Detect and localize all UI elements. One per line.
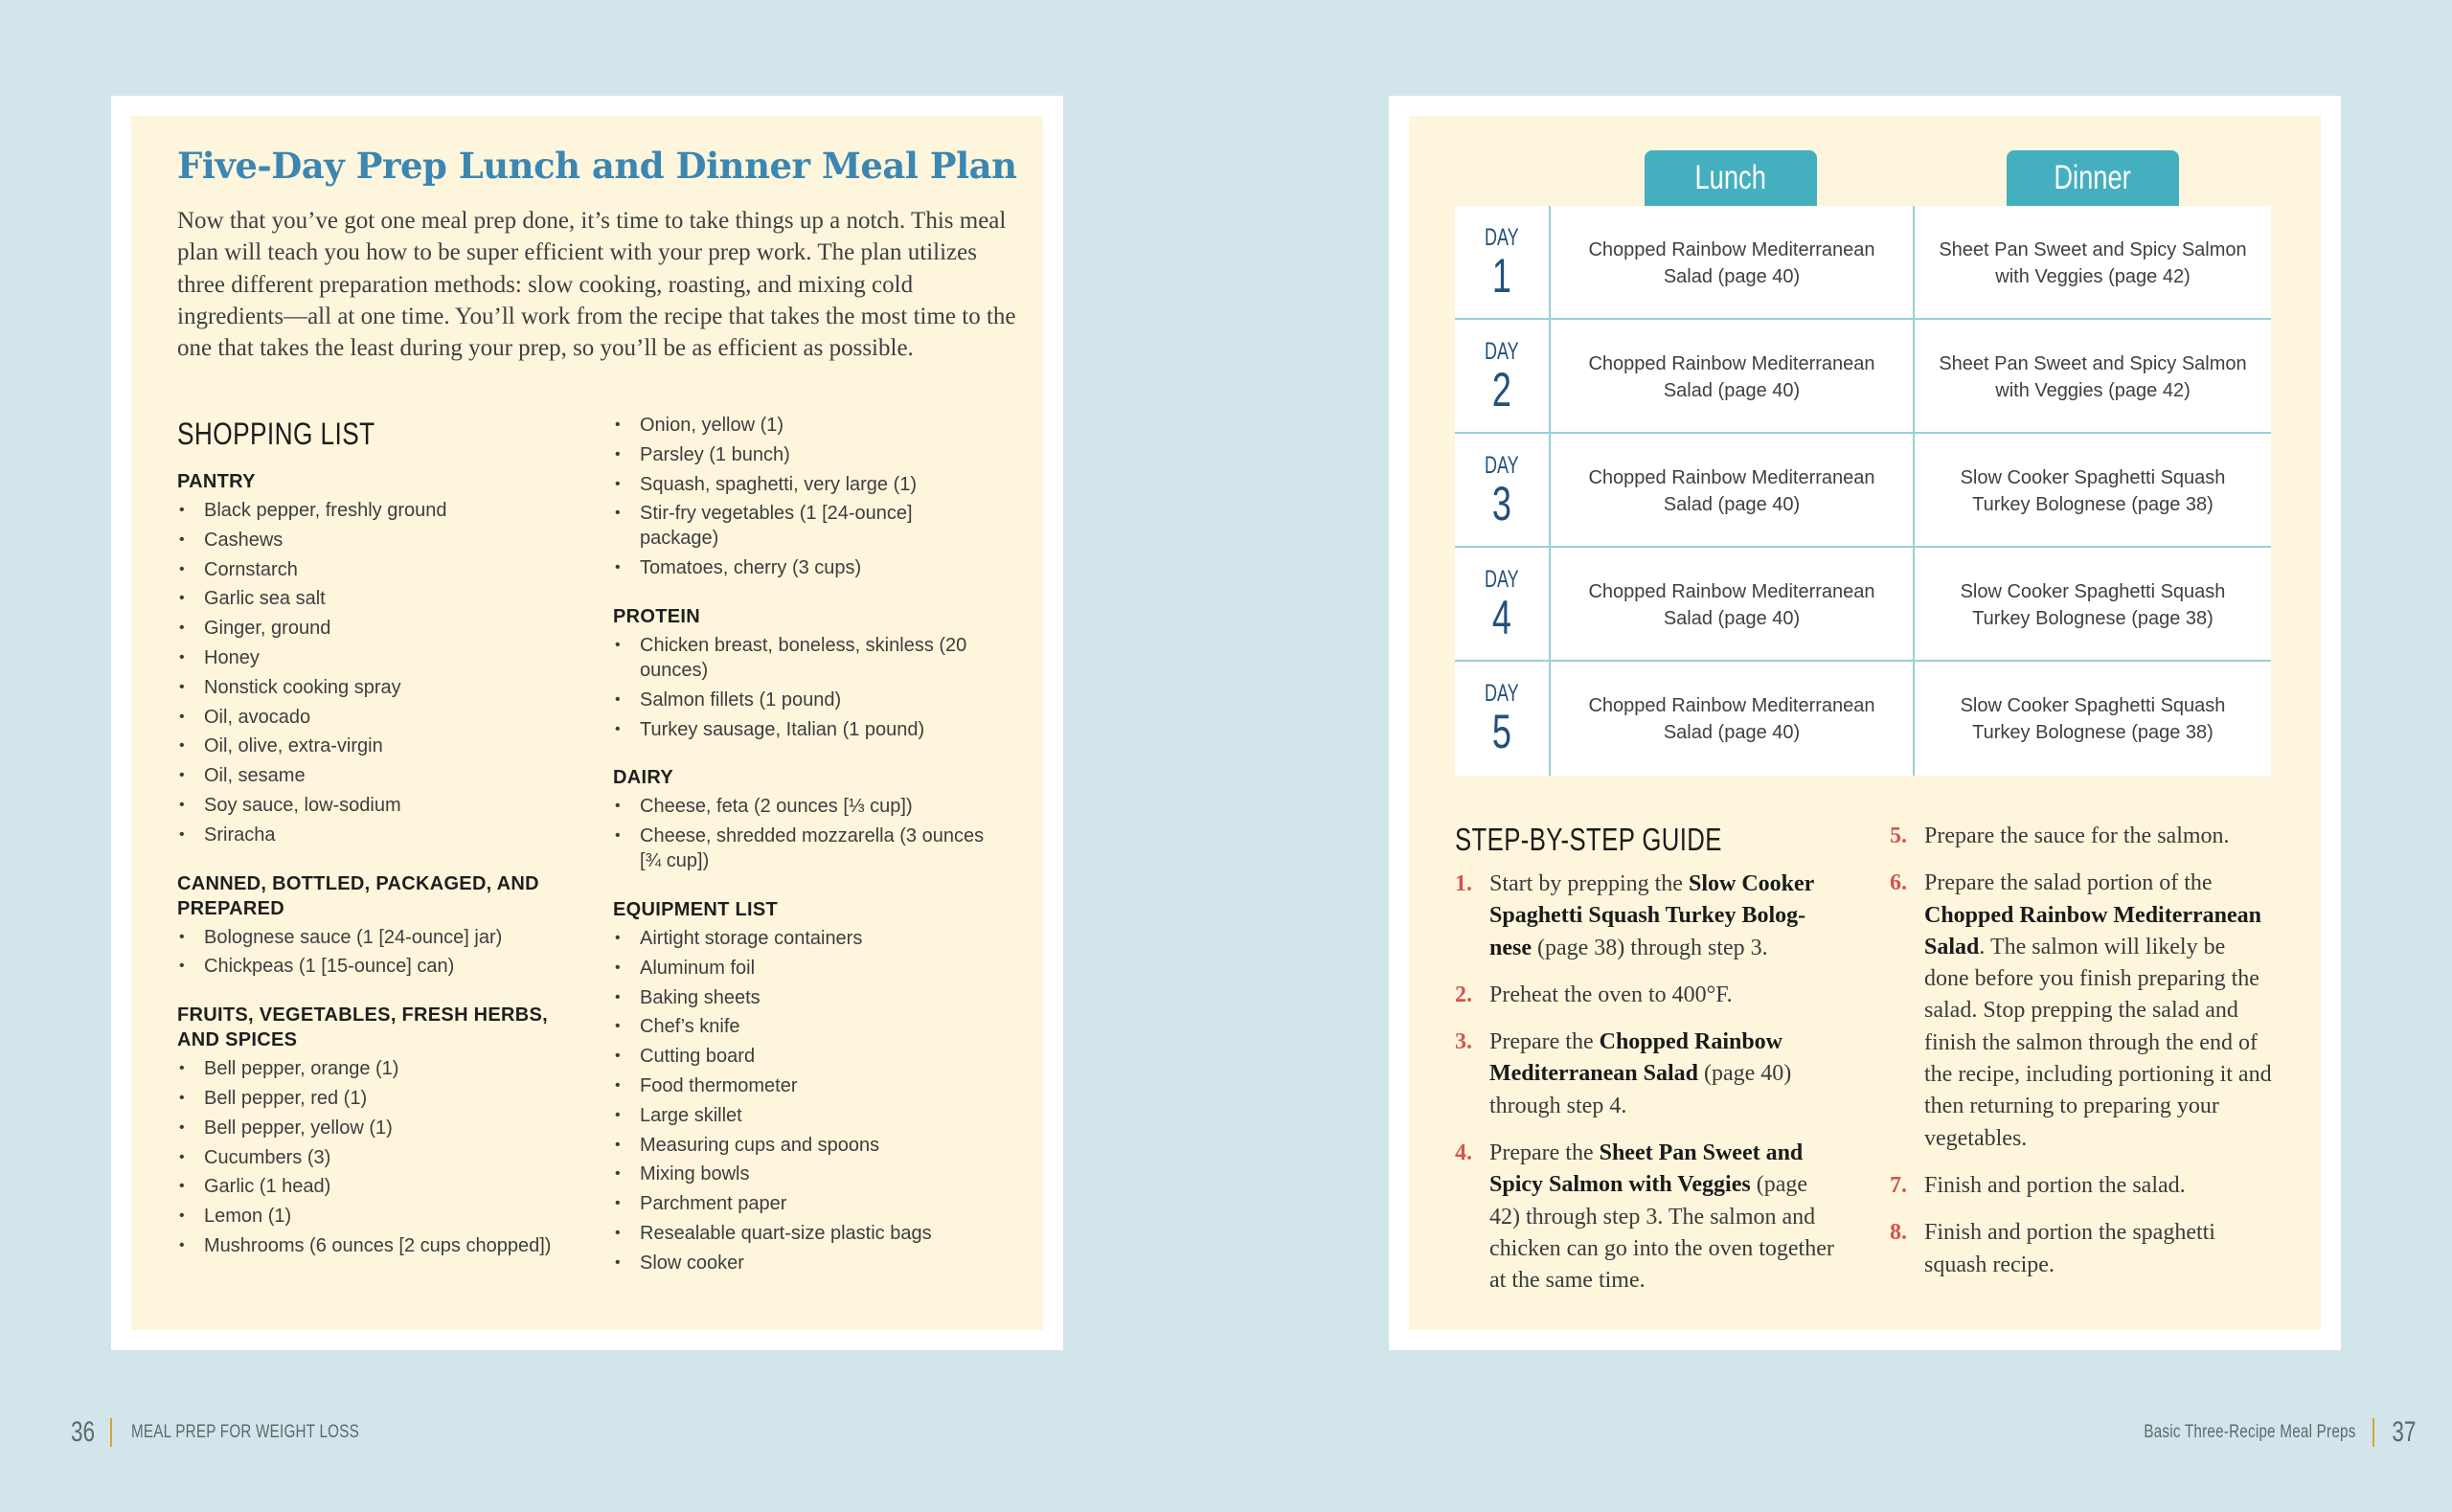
shopping-list-column-2: [613, 411, 996, 1278]
step-item: [1890, 821, 2273, 852]
page-number: 36: [71, 1416, 96, 1448]
step-text: (page 38) through step 3.: [1532, 935, 1768, 960]
meal-plan-table: [1455, 206, 2271, 776]
dinner-cell: Slow Cooker Spaghetti Squash Turkey Bolognese (page 38): [1960, 580, 2226, 629]
left-page-panel: [131, 116, 1043, 1330]
list-item: • Nonstick cooking spray: [177, 673, 560, 703]
list-item: • Food thermometer: [613, 1072, 996, 1101]
right-footer: [2091, 1413, 2416, 1452]
dinner-column-header: [2007, 150, 2179, 206]
pantry-heading: PANTRY: [177, 471, 256, 492]
list-item: • Oil, avocado: [177, 703, 560, 733]
list-item: • Garlic (1 head): [177, 1172, 560, 1202]
running-head: MEAL PREP FOR WEIGHT LOSS: [130, 1422, 359, 1442]
list-item: • Sriracha: [177, 821, 560, 850]
day-label: DAY: [1485, 452, 1519, 479]
step-item: [1890, 1217, 2273, 1281]
day-cell: [1455, 548, 1549, 662]
list-item: • Ginger, ground: [177, 614, 560, 643]
step-text: Preheat the oven to 400°F.: [1489, 982, 1733, 1007]
lunch-cell: Chopped Rainbow Mediterranean Salad (page 40): [1588, 694, 1875, 743]
protein-heading: PROTEIN: [613, 605, 700, 627]
list-item: • Bell pepper, orange (1): [177, 1054, 560, 1084]
step-item: [1890, 1170, 2273, 1202]
list-item: • Soy sauce, low-sodium: [177, 791, 560, 821]
day-number: 5: [1491, 705, 1512, 758]
list-item: • Cheese, shredded mozzarella (3 ounces [¾ cup]): [613, 822, 996, 876]
list-item: • Slow cooker: [613, 1249, 996, 1278]
list-item: • Cornstarch: [177, 555, 560, 585]
list-item: • Salmon fillets (1 pound): [613, 686, 996, 715]
canned-list: [177, 923, 560, 982]
step-text: (page 42) through step 3. The salmon and chicken can go into the oven together at the same time.: [1489, 1172, 1834, 1294]
lunch-cell: Chopped Rainbow Mediterranean Salad (page 40): [1588, 580, 1875, 629]
step-number: 3.: [1455, 1029, 1472, 1055]
canned-heading: CANNED, BOTTLED, PACKAGED, AND PREPARED: [177, 872, 539, 919]
intro-paragraph: Now that you’ve got one meal prep done, it’s time to take things up a notch. This meal plan will teach you how to be super efficient with your prep work. The plan utilizes three different preparation methods: slow cooking, roasting, and mixing cold ingredients—all at one time. You’ll work from the recipe that takes the most time to the one that takes the least during your prep, so you’ll be as efficient as possible.: [177, 208, 1016, 362]
day-cell: [1455, 662, 1549, 776]
right-page-panel: [1409, 116, 2321, 1330]
step-number: 4.: [1455, 1140, 1472, 1166]
step-text: Prepare the salad portion of the: [1924, 870, 2213, 896]
step-number: 6.: [1890, 870, 1907, 896]
table-row: [1455, 206, 2271, 320]
step-text: Prepare the: [1489, 1029, 1600, 1055]
steps-column-2: [1890, 821, 2273, 1297]
list-item: • Bell pepper, red (1): [177, 1084, 560, 1114]
equipment-list: [613, 924, 996, 1278]
step-item: [1455, 980, 1838, 1011]
step-text: . The salmon will likely be done before you finish preparing the salad. Stop prepping the salad and finish the salmon through the end of the recipe, including portioning it and then returning to preparing your vegetables.: [1924, 934, 2272, 1151]
lunch-cell: Chopped Rainbow Mediterranean Salad (page 40): [1588, 238, 1875, 287]
list-item: • Honey: [177, 643, 560, 673]
recipe-name: Chopped Rainbow Mediterranean Salad: [1924, 902, 2262, 959]
day-cell: [1455, 434, 1549, 548]
table-row: [1455, 662, 2271, 776]
right-page: [1389, 96, 2341, 1350]
list-item: • Parsley (1 bunch): [613, 440, 996, 470]
recipe-name: Slow Cooker Spaghetti Squash Turkey Bolognese: [1489, 871, 1814, 960]
day-number: 3: [1491, 477, 1512, 530]
step-text: Prepare the sauce for the salmon.: [1924, 824, 2230, 848]
dinner-cell: Slow Cooker Spaghetti Squash Turkey Bolognese (page 38): [1960, 466, 2226, 515]
day-label: DAY: [1485, 680, 1519, 707]
list-item: • Lemon (1): [177, 1202, 560, 1231]
list-item: • Baking sheets: [613, 983, 996, 1013]
list-item: • Cashews: [177, 526, 560, 555]
left-page: [111, 96, 1063, 1350]
list-item: • Oil, sesame: [177, 761, 560, 791]
day-cell: [1455, 206, 1549, 320]
day-number: 4: [1491, 591, 1512, 644]
lunch-cell: Chopped Rainbow Mediterranean Salad (page 40): [1588, 352, 1875, 401]
steps-column-1: [1455, 869, 1838, 1313]
step-text: (page 40) through step 4.: [1489, 1061, 1792, 1118]
list-item: • Onion, yellow (1): [613, 411, 996, 440]
step-number: 2.: [1455, 982, 1472, 1007]
dinner-cell: Slow Cooker Spaghetti Squash Turkey Bolognese (page 38): [1960, 694, 2226, 743]
step-item: [1455, 1138, 1838, 1297]
step-text: Prepare the: [1489, 1140, 1600, 1166]
footer-divider: [2373, 1418, 2374, 1447]
list-item: • Large skillet: [613, 1101, 996, 1131]
shopping-list-column-1: [177, 417, 560, 1261]
step-number: 8.: [1890, 1220, 1907, 1246]
list-item: • Cutting board: [613, 1042, 996, 1072]
footer-divider: [110, 1418, 112, 1447]
list-item: • Parchment paper: [613, 1189, 996, 1219]
dinner-header-label: Dinner: [2054, 159, 2132, 196]
list-item: • Tomatoes, cherry (3 cups): [613, 553, 996, 583]
step-text: Finish and portion the spaghetti squash recipe.: [1924, 1220, 2215, 1277]
left-footer: [71, 1413, 416, 1452]
lunch-cell: Chopped Rainbow Mediterranean Salad (page 40): [1588, 466, 1875, 515]
day-number: 2: [1491, 363, 1512, 417]
produce-list-continued: [613, 411, 996, 583]
list-item: • Squash, spaghetti, very large (1): [613, 470, 996, 500]
table-row: [1455, 320, 2271, 434]
day-label: DAY: [1485, 338, 1519, 365]
list-item: • Chef’s knife: [613, 1012, 996, 1042]
dairy-heading: DAIRY: [613, 767, 673, 789]
list-item: • Turkey sausage, Italian (1 pound): [613, 715, 996, 745]
step-text: Finish and portion the salad.: [1924, 1172, 2186, 1198]
dairy-list: [613, 792, 996, 876]
table-row: [1455, 434, 2271, 548]
list-item: • Bell pepper, yellow (1): [177, 1114, 560, 1143]
lunch-header-label: Lunch: [1694, 159, 1767, 196]
list-item: • Measuring cups and spoons: [613, 1131, 996, 1161]
list-item: • Stir-fry vegetables (1 [24-ounce] package): [613, 499, 996, 553]
page-title: Five-Day Prep Lunch and Dinner Meal Plan: [177, 145, 1017, 187]
list-item: • Aluminum foil: [613, 954, 996, 983]
list-item: • Cucumbers (3): [177, 1143, 560, 1173]
lunch-column-header: [1645, 150, 1817, 206]
list-item: • Chicken breast, boneless, skinless (20 ounces): [613, 631, 996, 686]
list-item: • Mushrooms (6 ounces [2 cups chopped]): [177, 1231, 560, 1261]
list-item: • Resealable quart-size plastic bags: [613, 1219, 996, 1249]
step-number: 1.: [1455, 871, 1472, 896]
equipment-heading: EQUIPMENT LIST: [613, 898, 778, 920]
step-text: Start by prepping the: [1489, 871, 1689, 896]
step-number: 7.: [1890, 1172, 1907, 1198]
step-item: [1890, 868, 2273, 1155]
produce-list: [177, 1054, 560, 1261]
recipe-name: Sheet Pan Sweet and Spicy Salmon with Veggies: [1489, 1140, 1804, 1198]
recipe-name: Chopped Rainbow Mediterranean Salad: [1489, 1029, 1783, 1087]
list-item: • Oil, olive, extra-virgin: [177, 732, 560, 761]
list-item: • Mixing bowls: [613, 1160, 996, 1189]
list-item: • Chickpeas (1 [15-ounce] can): [177, 952, 560, 982]
step-item: [1455, 869, 1838, 964]
protein-list: [613, 631, 996, 744]
table-row: [1455, 548, 2271, 662]
shopping-list-heading: SHOPPING LIST: [177, 417, 375, 451]
day-label: DAY: [1485, 224, 1519, 251]
step-guide-heading: STEP-BY-STEP GUIDE: [1455, 822, 1722, 857]
step-item: [1455, 1027, 1838, 1122]
pantry-list: [177, 496, 560, 850]
day-label: DAY: [1485, 566, 1519, 593]
step-number: 5.: [1890, 824, 1907, 848]
dinner-cell: Sheet Pan Sweet and Spicy Salmon with Veggies (page 42): [1939, 238, 2247, 287]
list-item: • Airtight storage containers: [613, 924, 996, 954]
day-cell: [1455, 320, 1549, 434]
list-item: • Garlic sea salt: [177, 584, 560, 614]
list-item: • Black pepper, freshly ground: [177, 496, 560, 526]
list-item: • Bolognese sauce (1 [24-ounce] jar): [177, 923, 560, 953]
running-head: Basic Three-Recipe Meal Preps: [2143, 1422, 2356, 1442]
dinner-cell: Sheet Pan Sweet and Spicy Salmon with Veggies (page 42): [1939, 352, 2247, 401]
list-item: • Cheese, feta (2 ounces [⅓ cup]): [613, 792, 996, 822]
page-number: 37: [2391, 1416, 2416, 1448]
day-number: 1: [1491, 249, 1512, 303]
produce-heading: FRUITS, VEGETABLES, FRESH HERBS, AND SPICES: [177, 1004, 549, 1051]
